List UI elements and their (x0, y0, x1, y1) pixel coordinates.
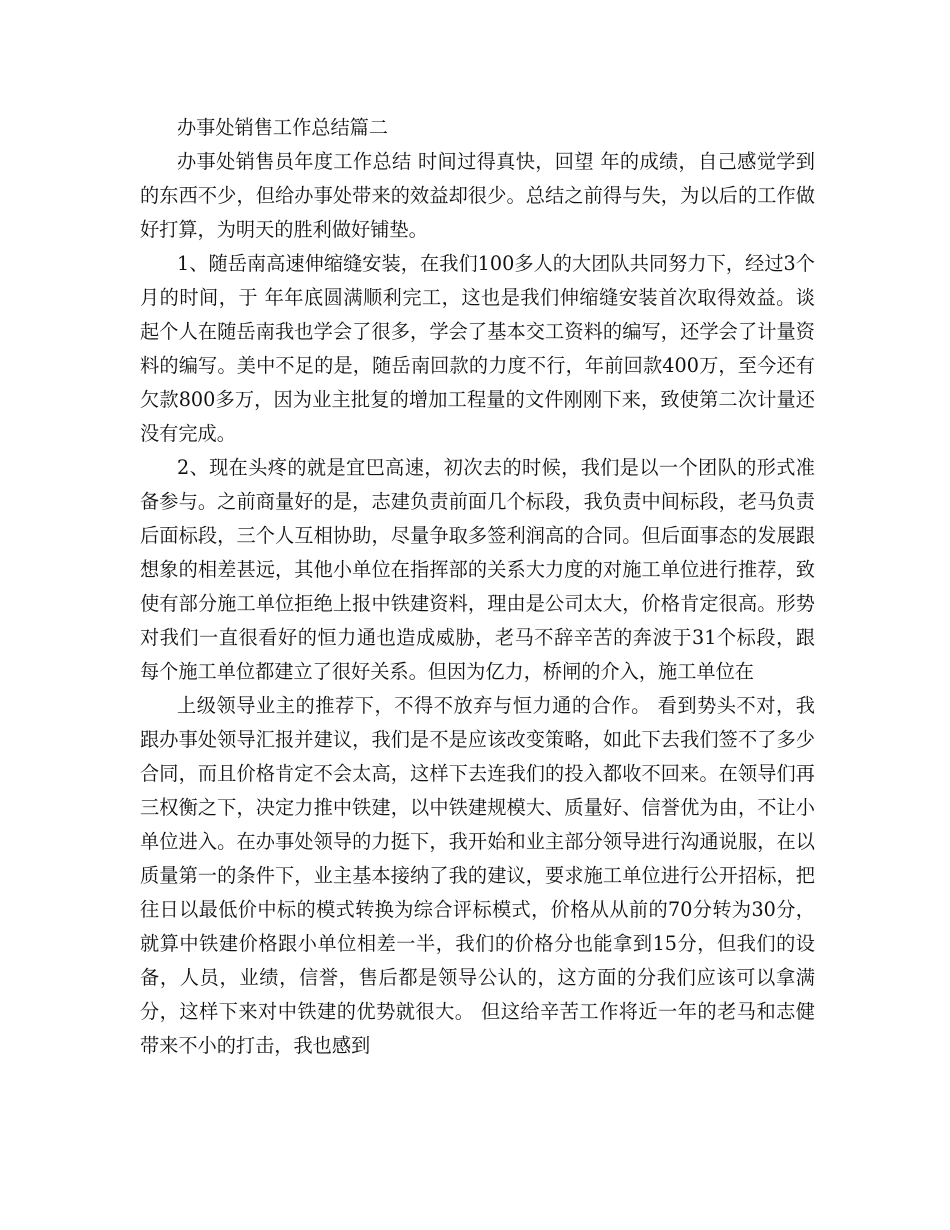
paragraph-continuation: 上级领导业主的推荐下，不得不放弃与恒力通的合作。 看到势头不对，我跟办事处领导汇报并建议，我们是不是应该改变策略，如此下去我们签不了多少合同，而且价格肯定不会太高，这样下去连我们的投入都收不回来。在领导们再三权衡之下，决定力推中铁建，以中铁建规模大、质量好、信誉优为由，不让小单位进入。在办事处领导的力挺下，我开始和业主部分领导进行沟通说服，在以质量第一的条件下，业主基本接纳了我的建议，要求施工单位进行公开招标，把往日以最低价中标的模式转换为综合评标模式，价格从从前的70分转为30分，就算中铁建价格跟小单位相差一半，我们的价格分也能拿到15分，但我们的设备，人员，业绩，信誉，售后都是领导公认的，这方面的分我们应该可以拿满分，这样下来对中铁建的优势就很大。 但这给辛苦工作将近一年的老马和志健带来不小的打击，我也感到 (140, 694, 815, 1057)
paragraph-intro: 办事处销售员年度工作总结 时间过得真快，回望 年的成绩，自己感觉学到的东西不少，但给办事处带来的效益却很少。总结之前得与失，为以后的工作做好打算，为明天的胜利做好铺垫。 (140, 150, 815, 241)
paragraph-item-2: 2、现在头疼的就是宜巴高速，初次去的时候，我们是以一个团队的形式准备参与。之前商量好的是，志建负责前面几个标段，我负责中间标段，老马负责后面标段，三个人互相协助，尽量争取多签利润高的合同。但后面事态的发展跟想象的相差甚远，其他小单位在指挥部的关系大力度的对施工单位进行推荐，致使有部分施工单位拒绝上报中铁建资料，理由是公司太大，价格肯定很高。形势对我们一直很看好的恒力通也造成威胁，老马不辞辛苦的奔波于31个标段，跟每个施工单位都建立了很好关系。但因为亿力，桥闸的介入，施工单位在 (140, 456, 815, 683)
document-body (140, 111, 815, 1063)
document-title: 办事处销售工作总结篇二 (177, 116, 389, 139)
paragraph-item-1: 1、随岳南高速伸缩缝安装，在我们100多人的大团队共同努力下，经过3个月的时间，于 年年底圆满顺利完工，这也是我们伸缩缝安装首次取得效益。谈起个人在随岳南我也学会了很多，学会了基本交工资料的编写，还学会了计量资料的编写。美中不足的是，随岳南回款的力度不行，年前回款400万，至今还有欠款800多万，因为业主批复的增加工程量的文件刚刚下来，致使第二次计量还没有完成。 (140, 252, 815, 445)
